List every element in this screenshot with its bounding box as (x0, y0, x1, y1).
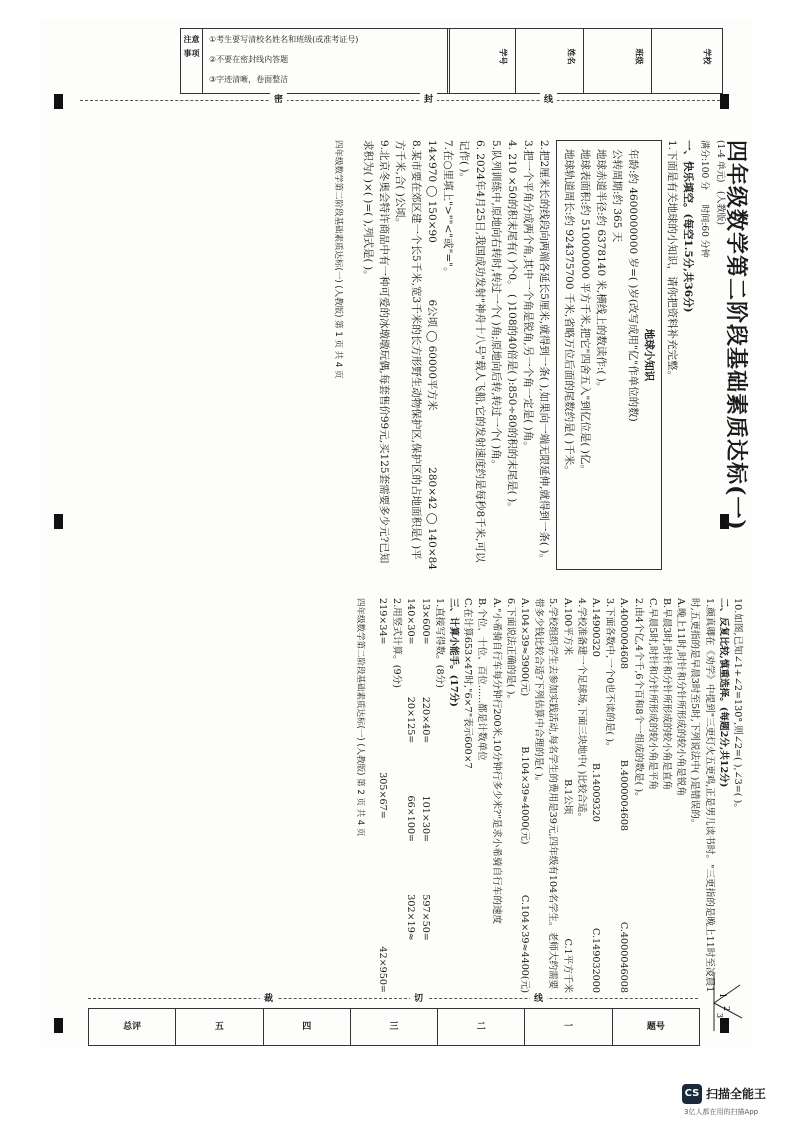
vertical-calc-item: 305×67= (376, 772, 388, 819)
choice-option[interactable]: B.104×39≈4000(元) (518, 746, 530, 845)
oral-calc-item: 597×50= (419, 894, 431, 941)
oral-calc-item: 302×19≈ (405, 894, 417, 941)
section-3-heading: 三、计算小能手。(17分) (447, 598, 459, 707)
subsection-oral: 1.直接写得数。(8分) (433, 598, 445, 688)
choice-option[interactable]: A.104×39≈3900(元) (518, 598, 530, 697)
choice-option[interactable]: A.100平方米 (561, 598, 573, 656)
compare-item: 280×42 ◯ 140×84 (426, 467, 438, 570)
choice-option[interactable]: C.4000046008 (618, 921, 630, 993)
oral-calc-item: 20×125= (405, 696, 417, 744)
score-cell[interactable]: 一 (525, 1009, 612, 1045)
choice-5: 5.学校组织学生去参加实践活动,每名学生的费用是39元,四年级有104名学生。老师大约需要带多少钱比较合适?下列估算中合理的是( )。 (533, 598, 559, 990)
oral-calc-grid (403, 598, 431, 993)
angle-label: 1 (718, 993, 727, 999)
cut-mark: 线 (530, 991, 547, 1004)
choice-option[interactable]: C.149032000 (589, 928, 601, 993)
question-8: 8.某市要在郊区建一个长5千米,宽3千米的长方形野生动物保护区,保护区的占地面积是( )平方千米,合( )公顷。 (394, 140, 422, 560)
score-header: 题号 (646, 1022, 665, 1032)
choice-option[interactable]: A.晚上11时,时针和分针所形成的较小角是锐角 (675, 598, 687, 796)
compare-item: 6公顷 ◯ 60000平方米 (426, 299, 438, 411)
question-9: 9.北京冬奥会特许商品中有一种可爱的冰墩墩玩偶,每套售价99元,买125套需要多少元?已知求积为( )×( )=( ),列式是( )。 (362, 140, 390, 564)
oral-calc-item: 13×600= (419, 598, 431, 645)
choice-option[interactable]: B.个位、十位、百位......都是计数单位 (476, 598, 488, 761)
choice-option[interactable]: C.1平方千米 (561, 938, 573, 993)
angle-label: 3 (715, 1013, 724, 1019)
alignment-marker (54, 1018, 63, 1033)
app-tagline: 3亿人都在用的扫描App (684, 1108, 759, 1116)
choice-3: 3.下面各数中,一个0也不读的是( )。 (604, 598, 616, 752)
notice-title: 注意事项 (181, 29, 203, 93)
earth-fact-line: 年龄:约 4600000000 岁=( )岁(改写成用"亿"作单位的数) (627, 149, 639, 422)
question-2: 2.把2厘米长的线段向两端各延长5厘米,就得到一条( ),如果向一端无限延伸,就得到一条( )。 (538, 140, 550, 564)
student-field-label: 学号 (498, 48, 508, 65)
earth-fact-line: 地球表面积:约 510000000 平方千米,把它"四舍五入"到亿位是( )亿。 (579, 149, 591, 475)
choice-4: 4.学校准备建一个足球场,下面三块地中( )比较合适。 (575, 598, 587, 823)
oral-calc-item: 101×30= (419, 795, 431, 843)
app-name: 扫描全能王 (706, 1087, 767, 1101)
camscanner-logo-icon: CS (682, 1084, 702, 1104)
page-2-rotated (40, 578, 752, 1019)
student-field-label: 姓名 (566, 48, 576, 65)
choice-1: 1.颜真卿在《劝学》中提到"三更灯火五更鸡,正是男儿读书时。"三更指的是晚上11时至凌晨1时,五更指的是早晨3时至5时,下列说法中( )是错误的。 (689, 598, 715, 993)
score-cell[interactable]: 三 (351, 1009, 438, 1045)
vertical-calc-row (375, 598, 389, 993)
choice-option[interactable]: A."小希骑自行车每分钟行200米,10分钟行多少米?"是求小希骑自行车的速度 (490, 598, 502, 925)
choice-option[interactable]: C.在计算653×47时,"6×7"表示600×7 (462, 598, 474, 769)
choice-option[interactable]: A.4000004608 (618, 598, 630, 670)
seal-mark: 线 (540, 92, 557, 105)
score-table (88, 1008, 700, 1046)
choice-option[interactable]: B.4000004608 (618, 759, 630, 832)
oral-calc-item: 140×30= (405, 598, 417, 645)
exam-edition: (人教版) (715, 190, 725, 226)
oral-calc-item: 66×100= (405, 795, 417, 843)
choice-option[interactable]: C.104×39≈4400(元) (518, 894, 530, 993)
notice-item: ①考生要写清校名姓名和班级(或准考证号) (209, 35, 359, 44)
seal-mark: 密 (270, 92, 287, 105)
score-cell[interactable]: 四 (264, 1009, 351, 1045)
question-3: 3.把一个平角分成两个角,其中一个角是锐角,另一个角一定是( )角。 (522, 140, 534, 452)
scanner-watermark (682, 1080, 792, 1122)
page-footer: 四年级数学第二阶段基础素质达标(一) (人教版) 第 1 页 共 4 页 (333, 140, 343, 379)
compare-item: 14×970 ◯ 150×90 (426, 140, 438, 243)
choice-options-row (559, 598, 573, 993)
notice-item: ②不要在密封线内答题 (209, 55, 289, 64)
choice-options-row (588, 598, 602, 993)
page-footer: 四年级数学第二阶段基础素质达标(一) (人教版) 第 2 页 共 4 页 (354, 598, 365, 837)
question-1: 1.下面是有关地球的小知识，请你把资料补充完整。 (666, 140, 678, 382)
section-2-heading: 二、反复比较,慎重选择。(每题2分,共12分) (717, 598, 729, 788)
choice-options-row (616, 598, 630, 993)
question-10-text: 10.如图,已知∠1+∠2=130°,则∠2=( ),∠3=( )。 (732, 598, 743, 813)
question-7: 7.在○里填上">""<"或"="。 (442, 140, 454, 278)
cut-mark: 切 (410, 991, 427, 1004)
earth-fact-line: 地球赤道半径:约 6378140 米,横线上的数读作:( )。 (595, 149, 607, 393)
exam-scope: (1-4 单元) (715, 140, 725, 183)
angle-figure (704, 973, 744, 1033)
cut-mark: 裁 (260, 991, 277, 1004)
choice-option[interactable]: C.早晨5时,时针和分针所形成的较小角是平角 (646, 598, 658, 790)
score-cell-total[interactable]: 总评 (89, 1009, 176, 1045)
score-cell[interactable]: 五 (176, 1009, 263, 1045)
cut-line (88, 998, 698, 999)
earth-facts-title: 地球小知识 (643, 328, 655, 382)
exam-time: 时间:60 分钟 (699, 204, 709, 258)
choice-options-row (517, 598, 531, 993)
subsection-vertical: 2.用竖式计算。(9分) (391, 598, 403, 688)
notice-item: ③字迹清晰，卷面整洁 (209, 75, 289, 84)
full-score: 满分:100 分 (699, 140, 709, 191)
choice-2: 2.由4个亿,4个千,6个百和8个一组成的数是( )。 (632, 598, 644, 802)
question-6: 6. 2024年4月25日,我国成功发射"神舟十八号"载人飞船,它的发射速度约是每秒8千米,可以记作( )。 (458, 140, 486, 563)
score-cell[interactable]: 二 (438, 1009, 525, 1045)
oral-calc-item: 220×40= (419, 696, 431, 744)
vertical-calc-item: 42×950= (376, 946, 388, 993)
student-field-label: 学校 (702, 48, 712, 65)
seal-mark: 封 (420, 92, 437, 105)
choice-option[interactable]: B.1公顷 (561, 779, 573, 815)
section-1-heading: 一、快乐填空。(每空1.5分,共36分) (682, 140, 694, 313)
earth-fact-line: 地球轨道周长:约 924375700 千米,省略万位后面的尾数约是( )千米。 (563, 149, 575, 476)
angle-label: 2 (722, 1006, 731, 1012)
earth-fact-line: 公转周期:约 365 天 (611, 149, 623, 243)
student-field-label: 班级 (634, 48, 644, 65)
exam-title: 四年级数学第二阶段基础素质达标(一) (723, 140, 749, 531)
question-5: 5.队列训练中,原地向右转时,转过一个( )角;原地向后转,转过一个( )角。 (490, 140, 502, 471)
choice-option[interactable]: B.早晨3时,时针和分针所形成的较小角是直角 (660, 598, 672, 790)
choice-option[interactable]: A.14900320 (589, 598, 601, 657)
exam-sheet (40, 18, 752, 1048)
vertical-calc-item: 219×34= (376, 598, 388, 645)
choice-option[interactable]: B.14009320 (589, 762, 601, 822)
question-4: 4. 210 ×50的积末尾有( )个0。 ( )108的40倍是( ):850÷80的积的末尾是( )。 (506, 140, 518, 513)
choice-6: 6.下面说法正确的是( )。 (504, 598, 516, 705)
